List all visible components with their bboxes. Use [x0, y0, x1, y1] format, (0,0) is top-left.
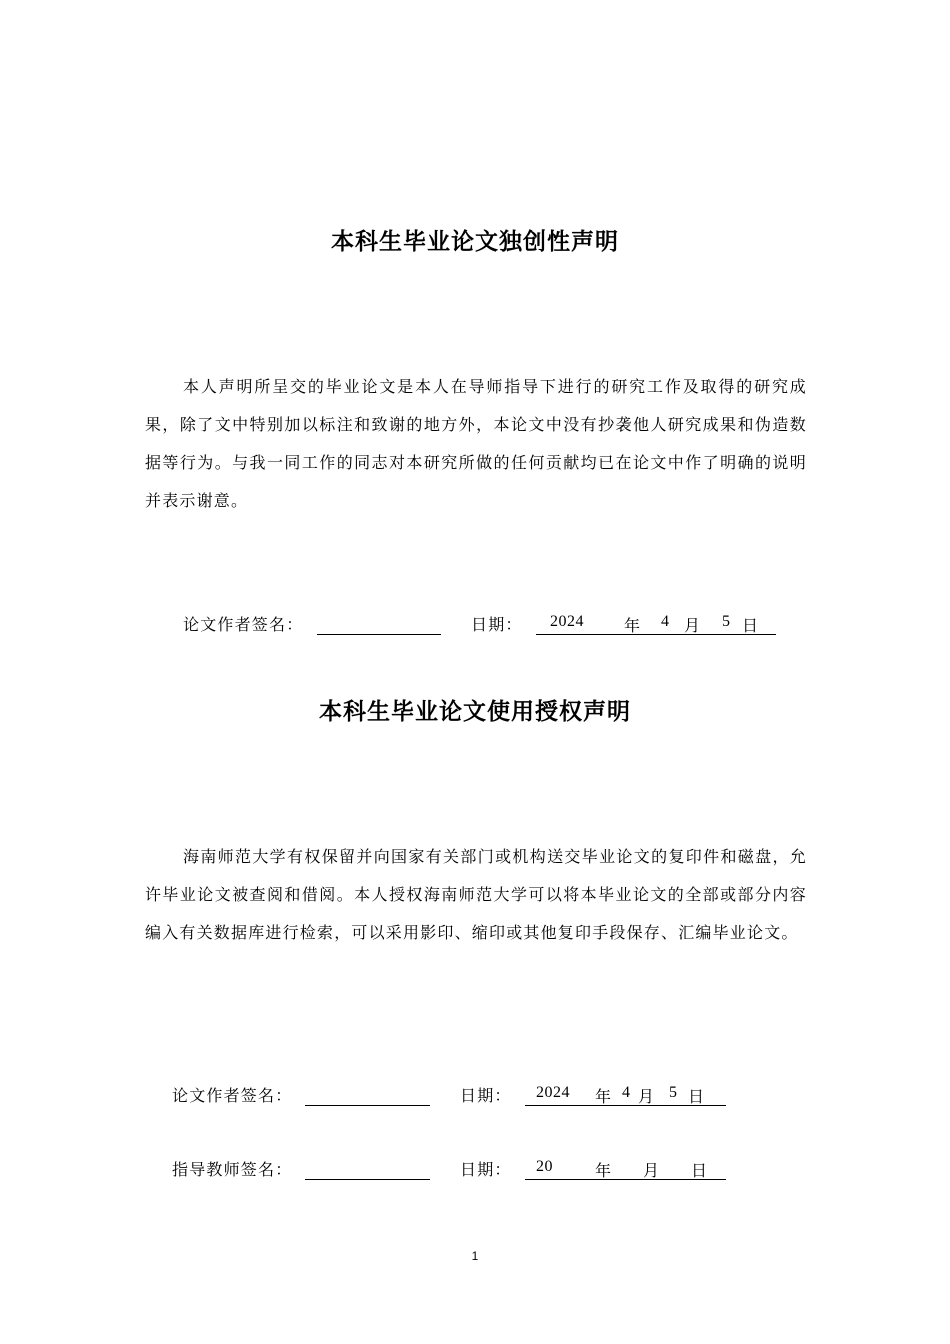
author-signature-label: 论文作者签名：: [183, 615, 304, 634]
date-label: 日期：: [471, 615, 523, 634]
date-label: 日期：: [460, 1086, 512, 1105]
date-field[interactable]: [525, 1083, 726, 1106]
date-year: 2024: [536, 1084, 570, 1101]
authorization-author-signature-line: [172, 1083, 772, 1107]
originality-statement-body: 本人声明所呈交的毕业论文是本人在导师指导下进行的研究工作及取得的研究成果，除了文中特别加以标注和致谢的地方外，本论文中没有抄袭他人研究成果和伪造数据等行为。与我一同工作的同志对本研究所做的任何贡献均已在论文中作了明确的说明并表示谢意。: [145, 377, 807, 510]
advisor-signature-line: [172, 1157, 772, 1181]
author-signature-blank[interactable]: [305, 1085, 430, 1106]
date-day-unit: 日: [691, 1161, 709, 1180]
advisor-signature-label: 指导教师签名：: [172, 1160, 293, 1179]
originality-signature-line: [183, 612, 783, 636]
date-day-unit: 日: [742, 616, 760, 635]
page-number: 1: [471, 1249, 479, 1263]
authorization-statement-body: 海南师范大学有权保留并向国家有关部门或机构送交毕业论文的复印件和磁盘，允许毕业论文被查阅和借阅。本人授权海南师范大学可以将本毕业论文的全部或部分内容编入有关数据库进行检索，可以采用影印、缩印或其他复印手段保存、汇编毕业论文。: [145, 847, 807, 942]
date-month-unit: 月: [643, 1161, 661, 1180]
date-month: 4: [661, 613, 670, 630]
date-year: 2024: [550, 613, 584, 630]
date-day-unit: 日: [688, 1087, 706, 1106]
date-year-unit: 年: [595, 1087, 613, 1106]
date-field[interactable]: [525, 1157, 726, 1180]
originality-statement-title: 本科生毕业论文独创性声明: [331, 229, 619, 255]
date-month: 4: [622, 1084, 631, 1101]
date-day: 5: [722, 613, 731, 630]
author-signature-label: 论文作者签名：: [172, 1086, 293, 1105]
date-month-unit: 月: [638, 1087, 656, 1106]
date-day: 5: [669, 1084, 678, 1101]
authorization-statement-title: 本科生毕业论文使用授权声明: [319, 699, 631, 725]
author-signature-blank[interactable]: [317, 614, 441, 635]
date-year-unit: 年: [595, 1161, 613, 1180]
advisor-signature-blank[interactable]: [305, 1159, 430, 1180]
date-field[interactable]: [536, 612, 776, 635]
date-year-unit: 年: [624, 616, 642, 635]
date-label: 日期：: [460, 1160, 512, 1179]
date-month-unit: 月: [684, 616, 702, 635]
date-year: 20: [536, 1158, 553, 1175]
